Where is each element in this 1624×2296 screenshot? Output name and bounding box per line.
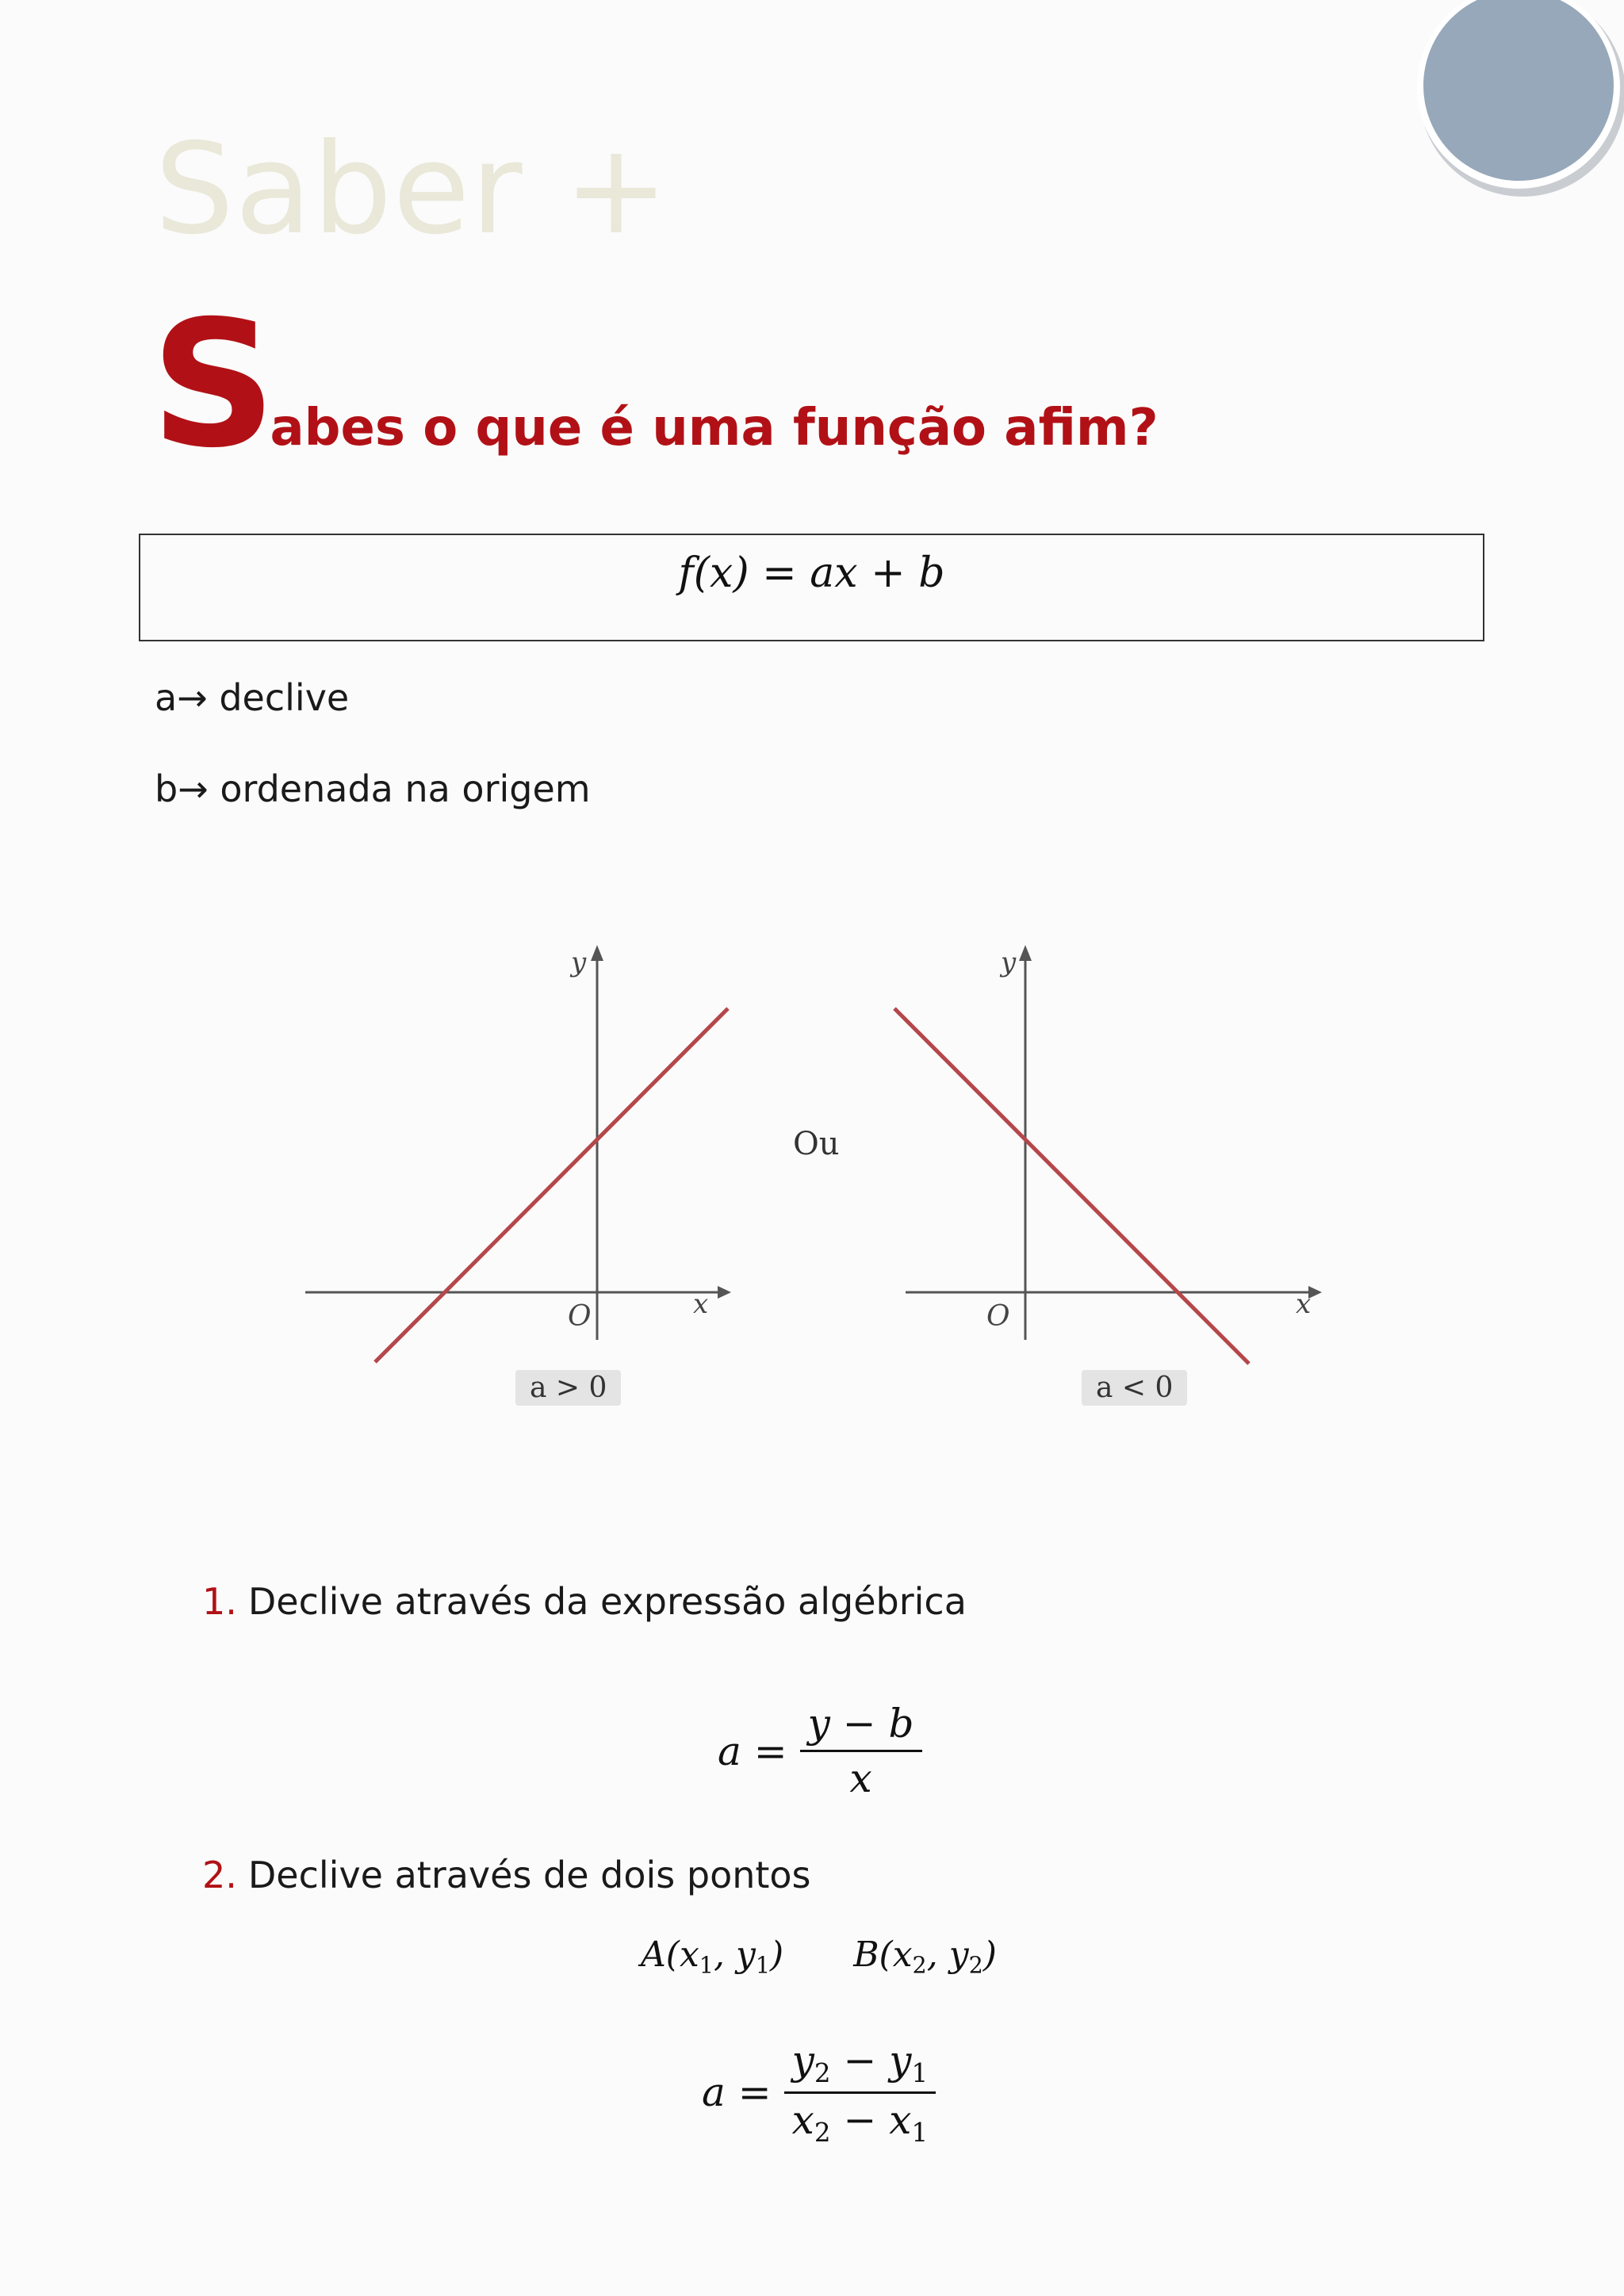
header-brand: Saber + [155, 117, 670, 262]
denominator: x [849, 1755, 872, 1801]
formula-lhs: a = [702, 2069, 772, 2116]
item-number: 2. [202, 1854, 237, 1896]
y-axis-arrow [1019, 945, 1032, 961]
x-axis-label: x [1296, 1288, 1312, 1320]
x-axis-label: x [693, 1288, 709, 1320]
item-title: Declive através da expressão algébrica [247, 1580, 967, 1623]
item-number: 1. [202, 1580, 237, 1623]
caption-negative: a < 0 [1082, 1370, 1187, 1406]
origin-label: O [986, 1300, 1010, 1333]
points-notation [641, 1934, 997, 1979]
x-axis-arrow [718, 1286, 731, 1299]
y-axis-label: y [1001, 947, 1017, 978]
numerator: y − b [800, 1701, 922, 1752]
positive-slope-line [375, 1008, 728, 1362]
separator-ou: Ou [793, 1126, 840, 1162]
denominator: $x_2 - x_1$ [791, 2096, 929, 2148]
negative-slope-line [894, 1008, 1249, 1364]
formula-lhs: a = [718, 1728, 787, 1774]
slope-formula-1 [718, 1701, 922, 1801]
definition-b: b→ ordenada na origem [155, 767, 591, 810]
caption-positive: a > 0 [515, 1370, 621, 1406]
graph-positive-slope [305, 945, 731, 1362]
y-axis-arrow [591, 945, 603, 961]
item-title: Declive através de dois pontos [247, 1854, 811, 1896]
fraction [784, 2038, 936, 2148]
point-b: $B(x_2$, $y_2$) [853, 1934, 997, 1979]
y-axis-label: y [571, 947, 587, 978]
origin-label: O [568, 1300, 592, 1333]
fraction [800, 1701, 922, 1801]
list-item [202, 1854, 811, 1896]
point-a: $A(x_1$, $y_1$) [641, 1934, 784, 1979]
numerator: $y_2 - y_1$ [784, 2038, 936, 2094]
affine-function-formula: f(x) = ax + b [678, 549, 945, 597]
list-item [202, 1580, 967, 1623]
definition-a: a→ declive [155, 676, 350, 719]
drop-cap: S [151, 283, 277, 486]
title-rest: abes o que é uma função afim? [270, 399, 1159, 457]
slope-formula-2 [702, 2038, 936, 2148]
graph-negative-slope [894, 945, 1322, 1364]
